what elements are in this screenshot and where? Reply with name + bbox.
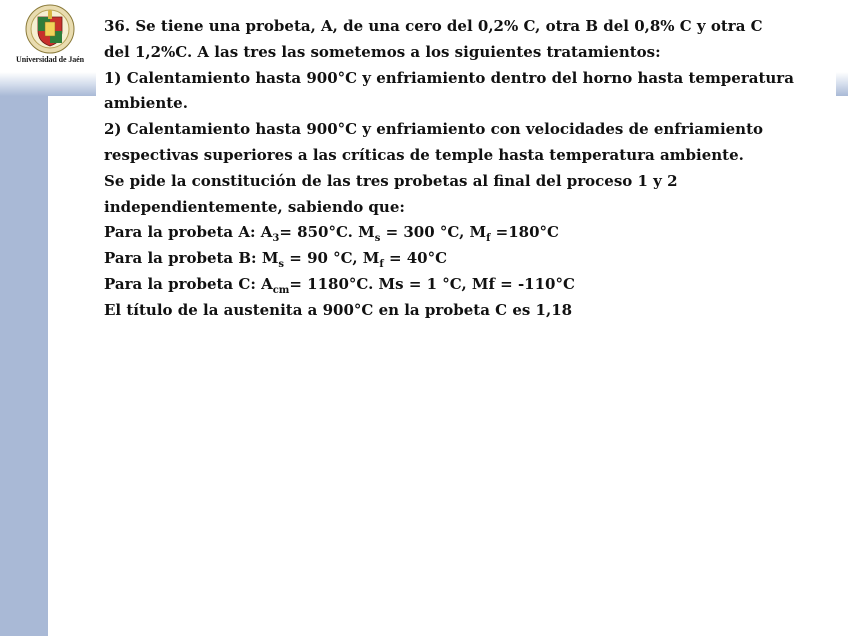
probeta-a-mid-2: = 300 °C, M: [380, 223, 487, 242]
probeta-a-mid-1: = 850°C. M: [279, 223, 375, 242]
probeta-b-sub-1: s: [278, 259, 285, 271]
probeta-b-sub-2: f: [379, 259, 384, 271]
probeta-c-prefix: Para la probeta C: A: [104, 274, 273, 293]
probeta-a-line: [104, 220, 836, 246]
intro-line-1: 36. Se tiene una probeta, A, de una cero del 0,2% C, otra B del 0,8% C y otra C: [104, 17, 763, 35]
treatment-1-line-2: ambiente.: [104, 94, 188, 113]
university-seal-icon: [24, 3, 76, 55]
probeta-b-end: = 40°C: [383, 249, 448, 268]
austenite-line: El título de la austenita a 900°C en la probeta C es 1,18: [104, 300, 573, 319]
treatment-2-line-2: respectivas superiores a las críticas de temple hasta temperatura ambiente.: [104, 145, 744, 164]
problem-text-panel: [96, 10, 836, 320]
treatment-1-line-1: 1) Calentamiento hasta 900°C y enfriamiento dentro del horno hasta temperatura: [104, 68, 794, 87]
probeta-c-line: [104, 272, 836, 298]
probeta-c-end: = 1180°C. Ms = 1 °C, Mf = -110°C: [289, 274, 575, 293]
treatment-2-line-1: 2) Calentamiento hasta 900°C y enfriamiento con velocidades de enfriamiento: [104, 120, 764, 139]
probeta-c-sub-1: cm: [272, 284, 290, 296]
left-sidebar-bar: [0, 96, 48, 636]
intro-line-2: del 1,2%C. A las tres las sometemos a los siguientes tratamientos:: [104, 42, 661, 61]
probeta-a-end: =180°C: [490, 223, 559, 242]
question-line-2: independientemente, sabiendo que:: [104, 197, 405, 216]
university-logo: [0, 0, 100, 72]
question-line-1: Se pide la constitución de las tres probetas al final del proceso 1 y 2: [104, 171, 678, 190]
probeta-b-prefix: Para la probeta B: M: [104, 249, 279, 268]
probeta-a-sub-3: f: [486, 233, 491, 245]
probeta-b-mid-1: = 90 °C, M: [284, 249, 380, 268]
probeta-a-sub-2: s: [374, 233, 381, 245]
institution-name: Universidad de Jaén: [16, 55, 84, 64]
probeta-b-line: [104, 246, 836, 272]
probeta-a-sub-1: 3: [272, 233, 280, 245]
probeta-a-prefix: Para la probeta A: A: [104, 223, 273, 242]
